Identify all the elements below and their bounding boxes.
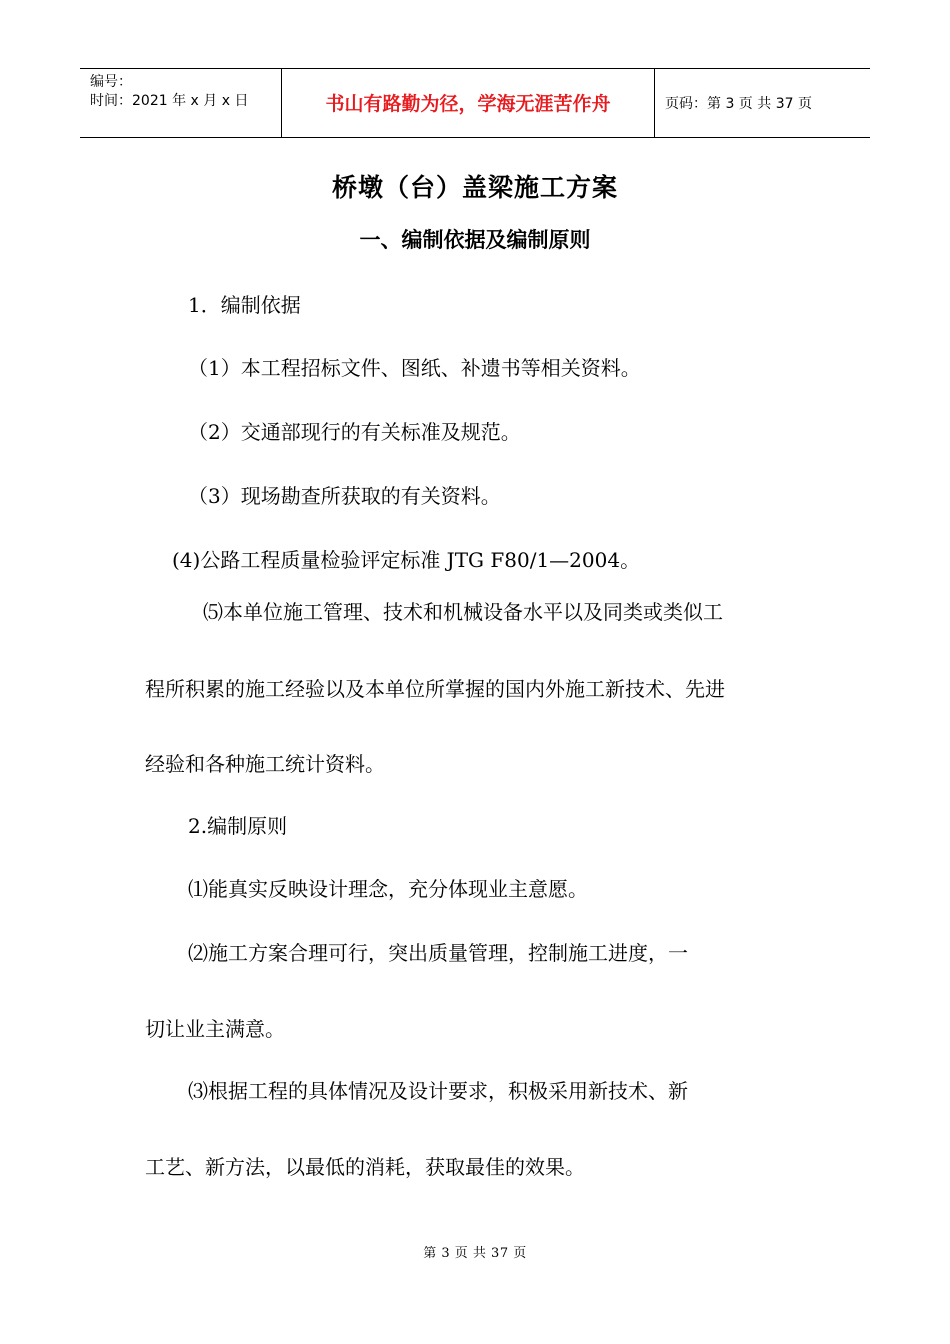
paragraph: (4)公路工程质量检验评定标准 JTG F80/1—2004。 — [172, 548, 641, 572]
paragraph: （1）本工程招标文件、图纸、补遗书等相关资料。 — [188, 356, 641, 380]
paragraph: 2.编制原则 — [188, 814, 288, 838]
paragraph: （3）现场勘查所获取的有关资料。 — [188, 484, 501, 508]
paragraph: 程所积累的施工经验以及本单位所掌握的国内外施工新技术、先进 — [145, 677, 725, 701]
header-motto-cell — [282, 69, 655, 137]
paragraph: ⑴能真实反映设计理念，充分体现业主意愿。 — [188, 877, 588, 901]
paragraph: 工艺、新方法，以最低的消耗，获取最佳的效果。 — [145, 1155, 585, 1179]
document-header — [80, 68, 870, 138]
document-title: 桥墩（台）盖梁施工方案 — [331, 173, 618, 202]
header-info-cell — [80, 69, 282, 137]
paragraph: ⑵施工方案合理可行，突出质量管理，控制施工进度，一 — [188, 941, 688, 965]
page-footer: 第 3 页 共 37 页 — [423, 1246, 527, 1261]
paragraph: （2）交通部现行的有关标准及规范。 — [188, 420, 521, 444]
document-date: 时间：2021 年 x 月 x 日 — [90, 93, 249, 109]
header-page-info: 页码：第 3 页 共 37 页 — [665, 96, 812, 112]
header-motto: 书山有路勤为径，学海无涯苦作舟 — [325, 93, 611, 115]
document-number-label: 编号： — [90, 74, 132, 90]
paragraph: 经验和各种施工统计资料。 — [145, 752, 385, 776]
paragraph: 切让业主满意。 — [145, 1017, 285, 1041]
paragraph: 1．编制依据 — [188, 293, 301, 317]
paragraph: ⑸本单位施工管理、技术和机械设备水平以及同类或类似工 — [203, 600, 723, 624]
section-heading: 一、编制依据及编制原则 — [359, 228, 591, 252]
header-page-cell — [655, 69, 870, 137]
paragraph: ⑶根据工程的具体情况及设计要求，积极采用新技术、新 — [188, 1079, 688, 1103]
